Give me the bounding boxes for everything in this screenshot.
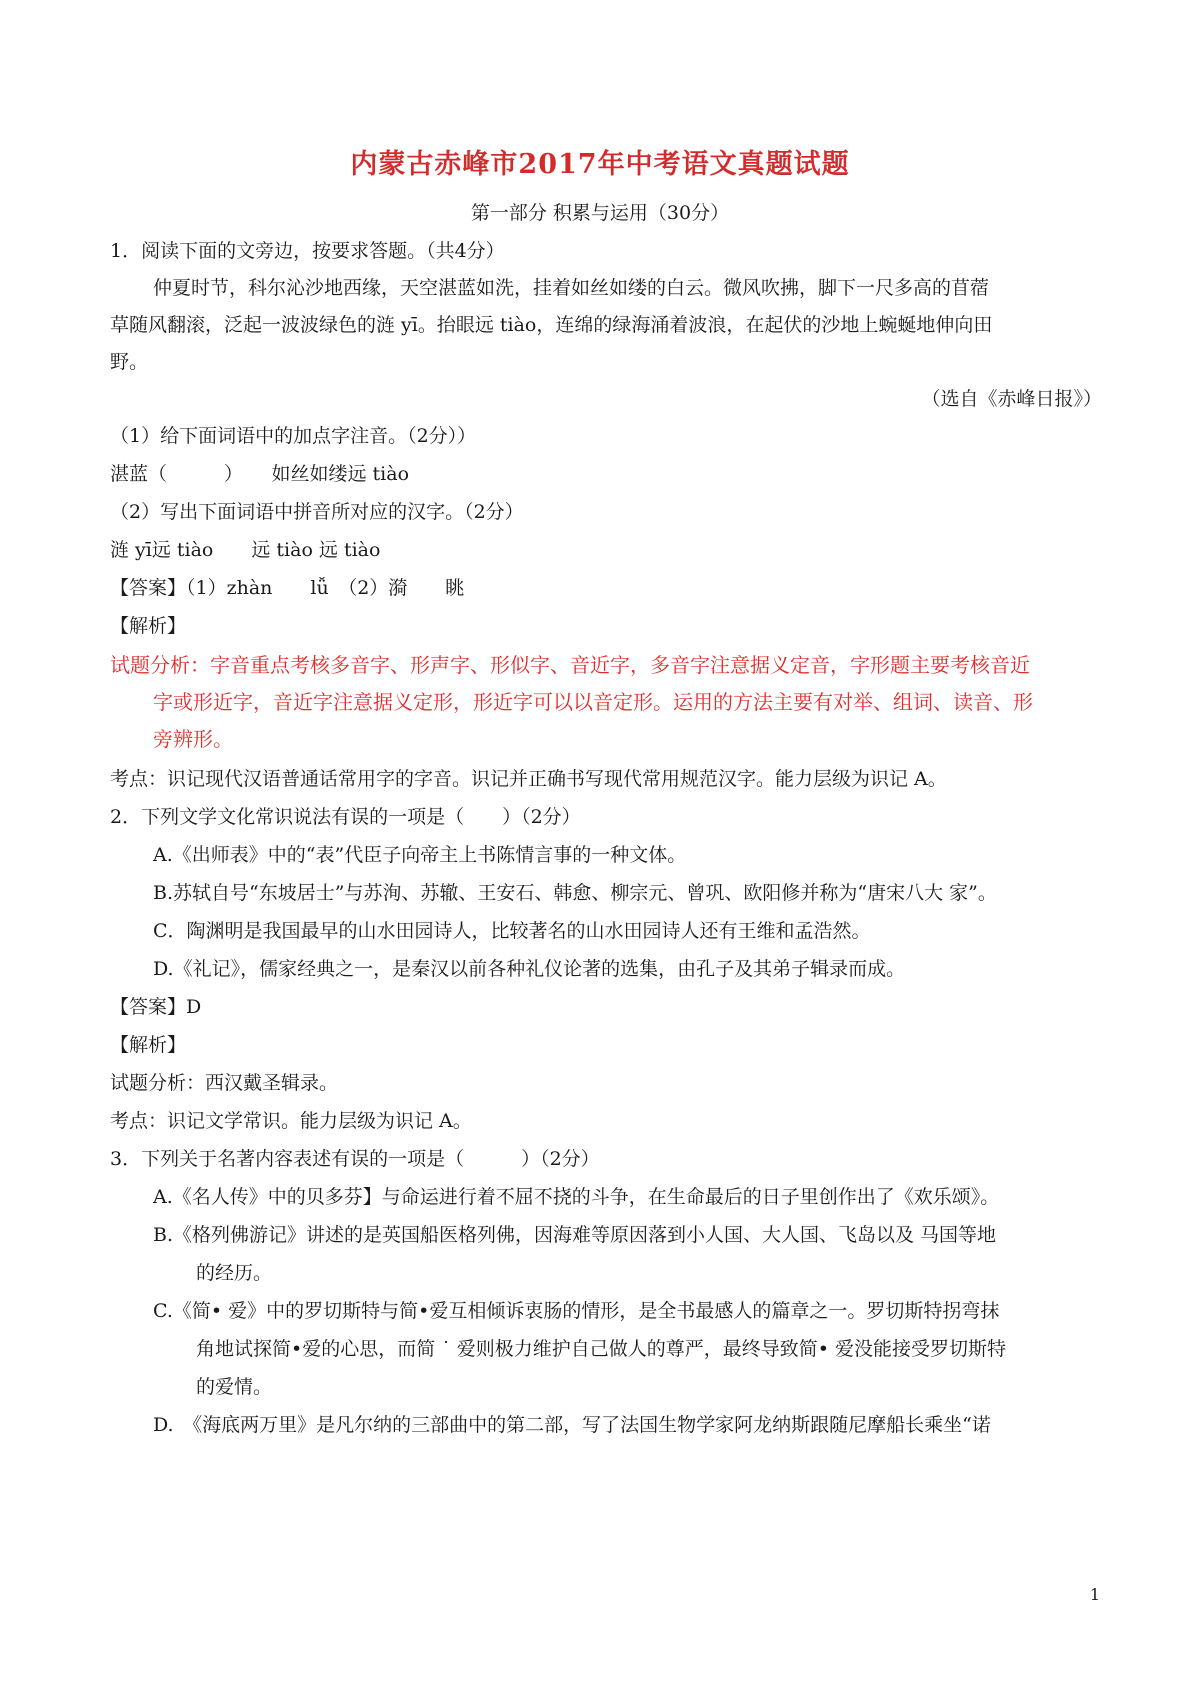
text-line: 的经历。 <box>196 1262 273 1284</box>
section-heading: 第一部分 积累与运用（30分） <box>470 202 730 224</box>
text-line: 角地试探简•爱的心思，而简 ˙ 爱则极力维护自己做人的尊严，最终导致简• 爱没能接受罗切斯特 <box>196 1338 1007 1360</box>
text-line: 的爱情。 <box>196 1376 273 1398</box>
text-line: 考点：识记文学常识。能力层级为识记 A。 <box>110 1110 472 1132</box>
text-line: A.《名人传》中的贝多芬】与命运进行着不屈不挠的斗争，在生命最后的日子里创作出了《欢乐颂》。 <box>153 1186 1000 1208</box>
text-line: 试题分析：西汉戴圣辑录。 <box>110 1072 339 1094</box>
text-line: D.《礼记》，儒家经典之一，是秦汉以前各种礼仪论著的选集，由孔子及其弟子辑录而成。 <box>153 958 906 980</box>
text-line: 仲夏时节，科尔沁沙地西缘，天空湛蓝如洗，挂着如丝如缕的白云。微风吹拂，脚下一尺多高的苜蓿 <box>153 277 990 299</box>
text-line: 字或形近字，音近字注意据义定形，形近字可以以音定形。运用的方法主要有对举、组词、读音、形 <box>153 690 1033 714</box>
text-line: 草随风翻滚，泛起一波波绿色的涟 yī。抬眼远 tiào，连绵的绿海涌着波浪，在起伏的沙地上蜿蜒地伸向田 <box>110 314 993 336</box>
text-line: （选自《赤峰日报》） <box>921 388 1102 410</box>
text-line: 【解析】 <box>110 615 187 637</box>
text-line: 3．下列关于名著内容表述有误的一项是（ ）（2分） <box>110 1148 600 1170</box>
text-line: B.苏轼自号“东坡居士”与苏洵、苏辙、王安石、韩愈、柳宗元、曾巩、欧阳修并称为“唐宋八大 家”。 <box>153 882 997 904</box>
text-line: 试题分析：字音重点考核多音字、形声字、形似字、音近字，多音字注意据义定音，字形题主要考核音近 <box>110 653 1030 677</box>
text-line: D. 《海底两万里》是凡尔纳的三部曲中的第二部，写了法国生物学家阿龙纳斯跟随尼摩船长乘坐“诺 <box>153 1414 991 1436</box>
text-line: 考点：识记现代汉语普通话常用字的字音。识记并正确书写现代常用规范汉字。能力层级为识记 A。 <box>110 768 947 790</box>
text-line: 涟 yī远 tiào 远 tiào 远 tiào <box>110 539 381 561</box>
text-line: B.《格列佛游记》讲述的是英国船医格列佛，因海难等原因落到小人国、大人国、飞岛以及 马国等地 <box>153 1224 997 1246</box>
text-line: 【答案】D <box>110 996 202 1018</box>
text-line: 【解析】 <box>110 1034 187 1056</box>
page-number: 1 <box>1089 1585 1100 1604</box>
text-line: C．陶渊明是我国最早的山水田园诗人，比较著名的山水田园诗人还有王维和孟浩然。 <box>153 920 871 942</box>
text-line: 旁辨形。 <box>153 727 233 751</box>
text-line: 【答案】（1）zhàn lǚ （2）漪 眺 <box>110 577 465 599</box>
text-line: 2．下列文学文化常识说法有误的一项是（ ）（2分） <box>110 806 581 828</box>
text-line: A.《出师表》中的“表”代臣子向帝主上书陈情言事的一种文体。 <box>153 844 687 866</box>
text-line: 野。 <box>110 351 149 373</box>
text-line: C.《简• 爱》中的罗切斯特与简•爱互相倾诉衷肠的情形，是全书最感人的篇章之一。罗切斯特拐弯抹 <box>153 1300 1000 1322</box>
page-title: 内蒙古赤峰市2017年中考语文真题试题 <box>350 149 850 180</box>
text-line: （2）写出下面词语中拼音所对应的汉字。（2分） <box>110 501 524 523</box>
text-line: （1）给下面词语中的加点字注音。（2分）） <box>110 425 477 447</box>
text-line: 1．阅读下面的文旁边，按要求答题。（共4分） <box>110 240 505 262</box>
text-line: 湛蓝（ ） 如丝如缕远 tiào <box>110 463 410 485</box>
